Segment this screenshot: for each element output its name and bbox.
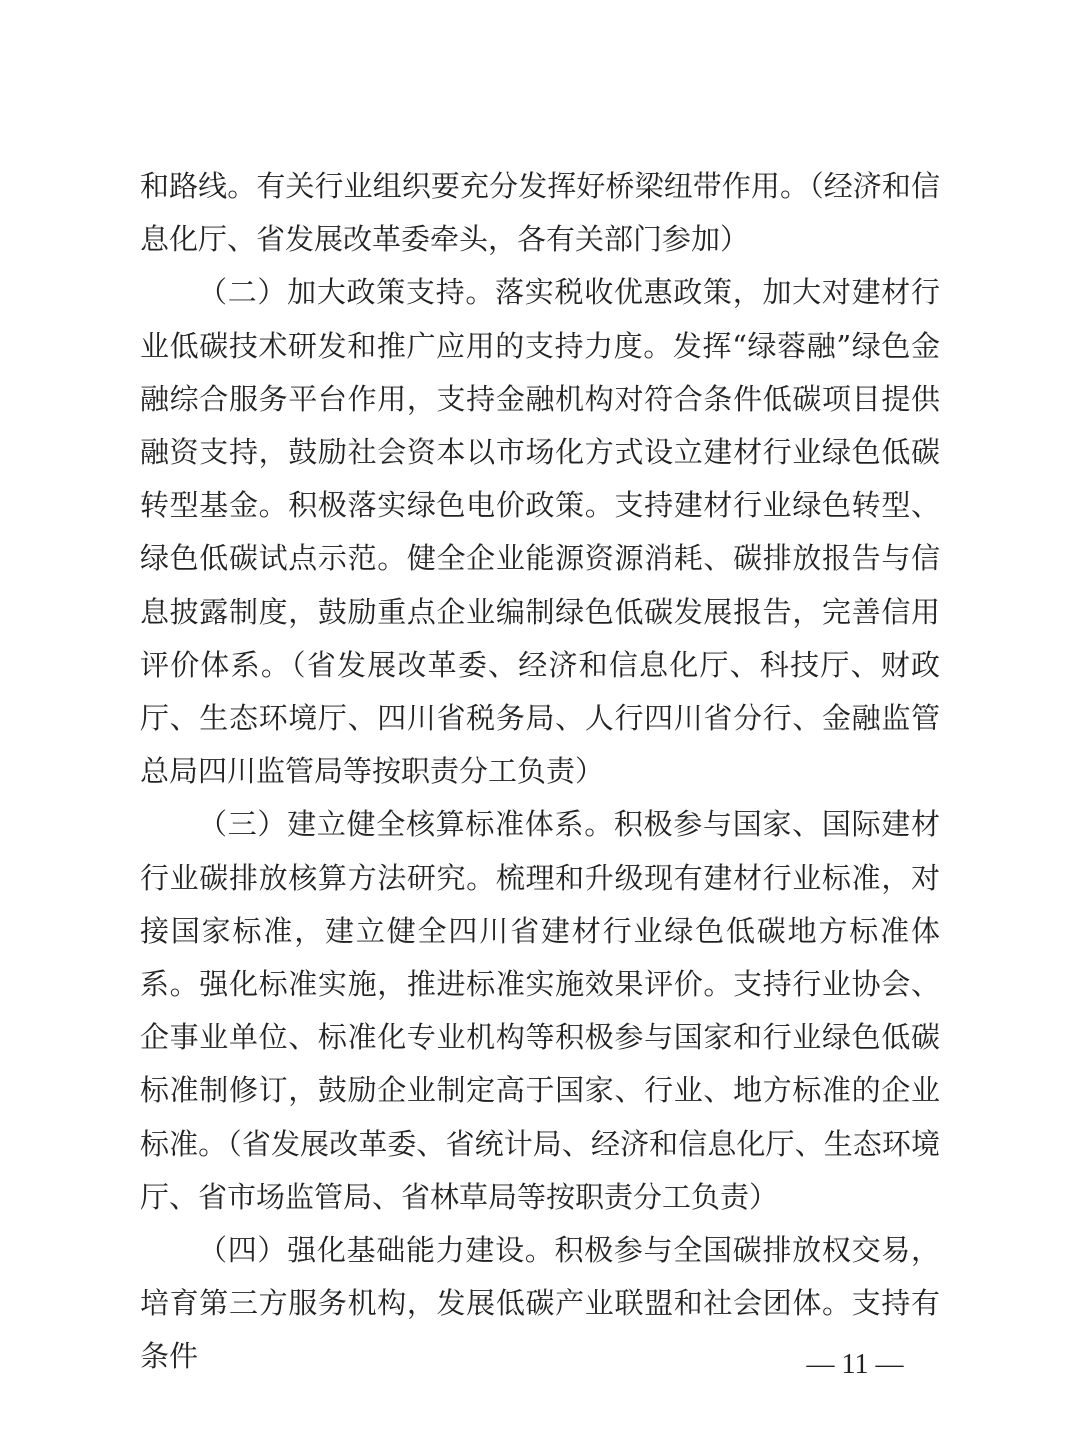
document-body <box>140 160 940 1384</box>
paragraph-capacity-building: （四）强化基础能力建设。积极参与全国碳排放权交易，培育第三方服务机构，发展低碳产业联盟和社会团体。支持有条件 <box>140 1233 940 1374</box>
page-number: — 11 — <box>806 1349 904 1380</box>
paragraph-accounting-standards: （三）建立健全核算标准体系。积极参与国家、国际建材行业碳排放核算方法研究。梳理和升级现有建材行业标准，对接国家标准，建立健全四川省建材行业绿色低碳地方标准体系。强化标准实施，推进标准实施效果评价。支持行业协会、企事业单位、标准化专业机构等积极参与国家和行业绿色低碳标准制修订，鼓励企业制定高于国家、行业、地方标准的企业标准。（省发展改革委、省统计局、经济和信息化厅、生态环境厅、省市场监管局、省林草局等按职责分工负责） <box>140 807 940 1214</box>
paragraph-policy-support: （二）加大政策支持。落实税收优惠政策，加大对建材行业低碳技术研发和推广应用的支持力度。发挥“绿蓉融”绿色金融综合服务平台作用，支持金融机构对符合条件低碳项目提供融资支持，鼓励社会资本以市场化方式设立建材行业绿色低碳转型基金。积极落实绿色电价政策。支持建材行业绿色转型、绿色低碳试点示范。健全企业能源资源消耗、碳排放报告与信息披露制度，鼓励重点企业编制绿色低碳发展报告，完善信用评价体系。（省发展改革委、经济和信息化厅、科技厅、财政厅、生态环境厅、四川省税务局、人行四川省分行、金融监管总局四川监管局等按职责分工负责） <box>140 275 940 789</box>
paragraph-continued: 和路线。有关行业组织要充分发挥好桥梁纽带作用。（经济和信息化厅、省发展改革委牵头，各有关部门参加） <box>140 169 940 257</box>
